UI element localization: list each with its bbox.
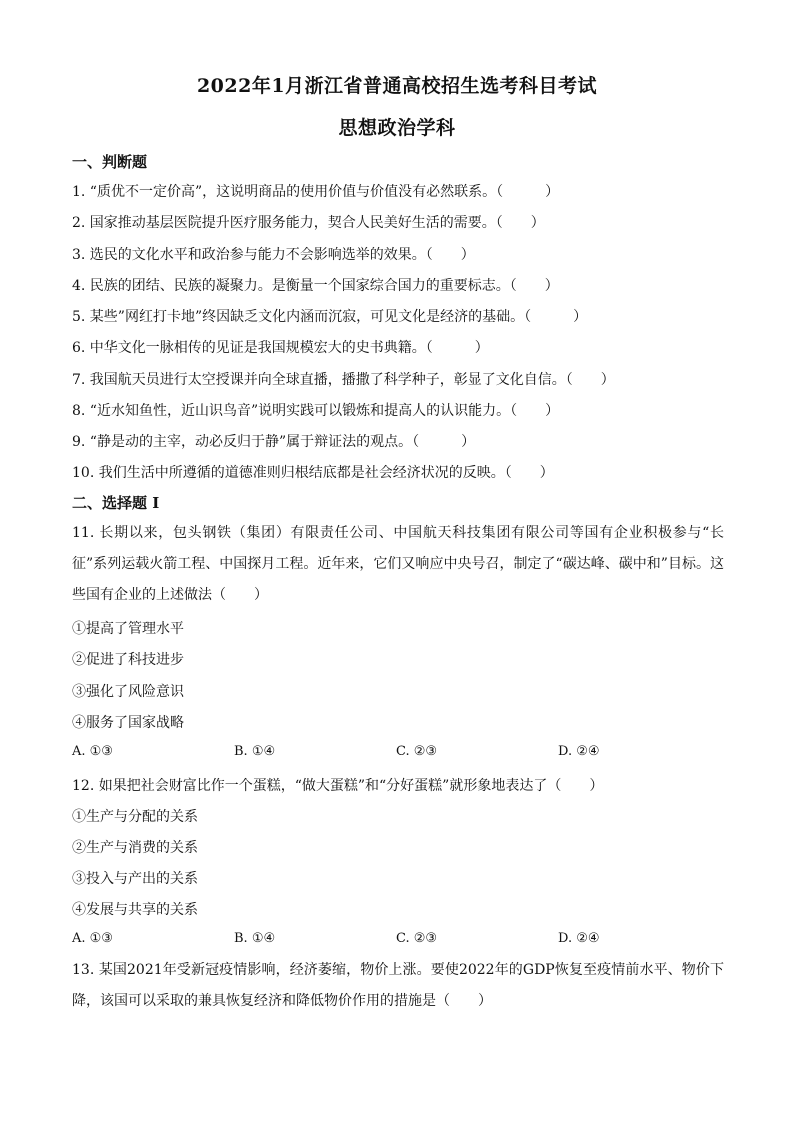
judgment-item-4: 4. 民族的团结、民族的凝聚力。是衡量一个国家综合国力的重要标志。（ ） bbox=[72, 278, 559, 294]
judgment-item-1: 1. “质优不一定价高”，这说明商品的使用价值与价值没有必然联系。（ ） bbox=[72, 184, 560, 200]
question-12-option-1: ①生产与分配的关系 bbox=[72, 809, 198, 825]
question-12-option-2: ②生产与消费的关系 bbox=[72, 840, 198, 856]
section-heading-choice: 二、选择题 I bbox=[72, 494, 160, 512]
question-12-stem: 12. 如果把社会财富比作一个蛋糕，“做大蛋糕”和“分好蛋糕”就形象地表达了（ ） bbox=[72, 778, 604, 794]
question-11-choice-b: B. ①④ bbox=[234, 744, 276, 759]
section-heading-judgment: 一、判断题 bbox=[72, 153, 148, 171]
judgment-item-7: 7. 我国航天员进行太空授课并向全球直播，播撒了科学种子，彰显了文化自信。（ ） bbox=[72, 372, 615, 388]
judgment-item-3: 3. 选民的文化水平和政治参与能力不会影响选举的效果。（ ） bbox=[72, 247, 475, 263]
question-12-choice-a: A. ①③ bbox=[72, 931, 113, 946]
judgment-item-10: 10. 我们生活中所遵循的道德准则归根结底都是社会经济状况的反映。（ ） bbox=[72, 465, 554, 481]
question-11-stem: 11. 长期以来，包头钢铁（集团）有限责任公司、中国航天科技集团有限公司等国有企业积极参与“长征”系列运载火箭工程、中国探月工程。近年来，它们又响应中央号召，制定了“碳达峰、碳中和”目标。这些国有企业的上述做法（ ） bbox=[72, 525, 724, 603]
question-11-option-2: ②促进了科技进步 bbox=[72, 652, 184, 668]
question-12-choice-b: B. ①④ bbox=[234, 931, 276, 946]
question-11-option-3: ③强化了风险意识 bbox=[72, 684, 184, 700]
question-12-option-3: ③投入与产出的关系 bbox=[72, 871, 198, 887]
question-11-choice-d: D. ②④ bbox=[558, 744, 600, 759]
judgment-item-9: 9. “静是动的主宰，动必反归于静”属于辩证法的观点。（ ） bbox=[72, 434, 476, 450]
judgment-item-8: 8. “近水知鱼性，近山识鸟音”说明实践可以锻炼和提高人的认识能力。（ ） bbox=[72, 403, 560, 419]
question-12-choice-d: D. ②④ bbox=[558, 931, 600, 946]
page-subtitle: 思想政治学科 bbox=[338, 117, 456, 139]
judgment-item-5: 5. 某些”网红打卡地”终因缺乏文化内涵而沉寂，可见文化是经济的基础。（ ） bbox=[72, 309, 588, 325]
judgment-item-2: 2. 国家推动基层医院提升医疗服务能力，契合人民美好生活的需要。（ ） bbox=[72, 215, 545, 231]
question-11-option-4: ④服务了国家战略 bbox=[72, 715, 184, 731]
question-11-choice-c: C. ②③ bbox=[396, 744, 438, 759]
page-title: 2022年1月浙江省普通高校招生选考科目考试 bbox=[196, 75, 598, 97]
question-12-option-4: ④发展与共享的关系 bbox=[72, 902, 198, 918]
question-12-choice-c: C. ②③ bbox=[396, 931, 438, 946]
question-13-stem: 13. 某国2021年受新冠疫情影响，经济萎缩，物价上涨。要使2022年的GDP恢复至疫情前水平、物价下降，该国可以采取的兼具恢复经济和降低物价作用的措施是（ ） bbox=[72, 962, 724, 1009]
question-11-option-1: ①提高了管理水平 bbox=[72, 621, 184, 637]
judgment-item-6: 6. 中华文化一脉相传的见证是我国规模宏大的史书典籍。（ ） bbox=[72, 340, 489, 356]
question-11-choice-a: A. ①③ bbox=[72, 744, 113, 759]
